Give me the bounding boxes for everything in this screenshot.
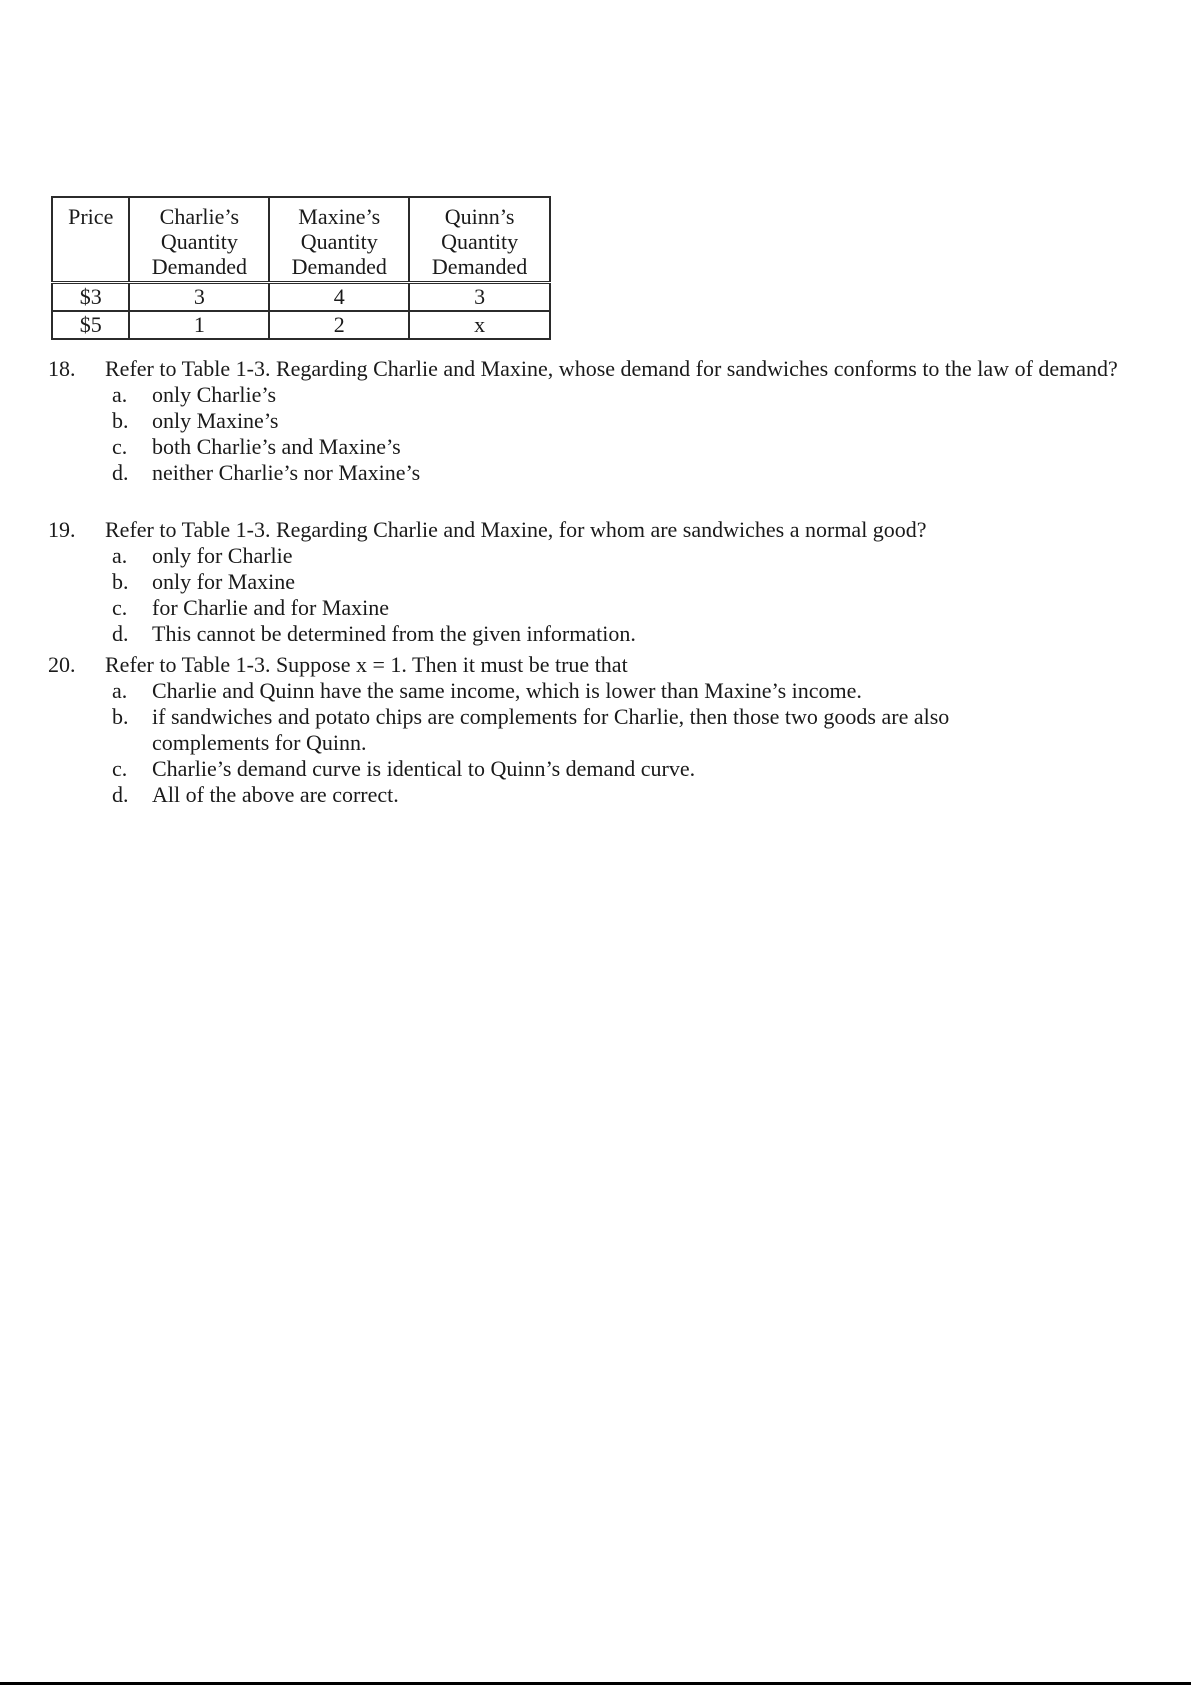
question-number: 18. [48, 356, 76, 381]
cell-quinn-qty: x [409, 311, 550, 339]
option-letter: b. [112, 569, 129, 594]
header-quinn-line: Quantity [441, 229, 519, 254]
answer-option [112, 460, 1148, 486]
header-price [52, 197, 129, 283]
answer-option [112, 678, 1148, 704]
table-row [52, 311, 550, 339]
answer-option [112, 543, 1148, 569]
question-stem: Refer to Table 1-3. Regarding Charlie and Maxine, whose demand for sandwiches conforms to the law of demand? [105, 356, 1118, 381]
answer-option [112, 569, 1148, 595]
header-quinn-line: Quinn’s [444, 204, 515, 229]
option-letter: b. [112, 704, 129, 729]
option-letter: d. [112, 782, 129, 807]
header-charlie-line: Quantity [160, 229, 238, 254]
option-text: Charlie and Quinn have the same income, which is lower than Maxine’s income. [152, 678, 862, 703]
answer-option [112, 704, 1148, 756]
option-text: if sandwiches and potato chips are complements for Charlie, then those two goods are also complements for Quinn. [152, 704, 950, 755]
header-maxine-line: Quantity [300, 229, 378, 254]
answer-options [48, 382, 1148, 486]
question-stem: Refer to Table 1-3. Suppose x = 1. Then it must be true that [105, 652, 628, 677]
table-header-row [52, 197, 550, 283]
question-stem: Refer to Table 1-3. Regarding Charlie and Maxine, for whom are sandwiches a normal good? [105, 517, 927, 542]
option-text: neither Charlie’s nor Maxine’s [152, 460, 421, 485]
option-text: only Charlie’s [152, 382, 277, 407]
option-text: Charlie’s demand curve is identical to Quinn’s demand curve. [152, 756, 696, 781]
option-letter: a. [112, 382, 128, 407]
answer-option [112, 756, 1148, 782]
answer-option [112, 621, 1148, 647]
answer-option [112, 595, 1148, 621]
answer-option [112, 408, 1148, 434]
option-letter: d. [112, 460, 129, 485]
answer-option [112, 382, 1148, 408]
header-maxine [269, 197, 409, 283]
option-text: for Charlie and for Maxine [152, 595, 390, 620]
header-quinn [409, 197, 550, 283]
question-number: 20. [48, 652, 76, 677]
cell-price: $3 [52, 283, 129, 312]
cell-quinn-qty: 3 [409, 283, 550, 312]
cell-charlie-qty: 1 [129, 311, 269, 339]
header-charlie-line: Demanded [151, 254, 248, 279]
cell-charlie-qty: 3 [129, 283, 269, 312]
header-charlie-line: Charlie’s [159, 204, 240, 229]
option-text: both Charlie’s and Maxine’s [152, 434, 401, 459]
table-row [52, 283, 550, 312]
question-18 [48, 356, 1148, 486]
option-text: All of the above are correct. [152, 782, 399, 807]
header-maxine-line: Maxine’s [298, 204, 381, 229]
question-20 [48, 652, 1148, 808]
option-letter: c. [112, 434, 128, 459]
option-letter: d. [112, 621, 129, 646]
option-letter: a. [112, 678, 128, 703]
cell-maxine-qty: 2 [269, 311, 409, 339]
header-charlie [129, 197, 269, 283]
option-letter: c. [112, 756, 128, 781]
option-letter: c. [112, 595, 128, 620]
cell-maxine-qty: 4 [269, 283, 409, 312]
answer-options [48, 543, 1148, 647]
cell-price: $5 [52, 311, 129, 339]
question-number: 19. [48, 517, 76, 542]
option-text: This cannot be determined from the given information. [152, 621, 636, 646]
demand-table [51, 196, 551, 340]
option-letter: a. [112, 543, 128, 568]
question-19 [48, 517, 1148, 647]
header-maxine-line: Demanded [291, 254, 387, 279]
option-letter: b. [112, 408, 129, 433]
option-text: only Maxine’s [152, 408, 279, 433]
answer-option [112, 782, 1148, 808]
answer-options [48, 678, 1148, 808]
option-text: only for Charlie [152, 543, 293, 568]
option-text: only for Maxine [152, 569, 295, 594]
header-quinn-line: Demanded [431, 254, 528, 279]
answer-option [112, 434, 1148, 460]
header-price-line: Price [68, 204, 114, 229]
